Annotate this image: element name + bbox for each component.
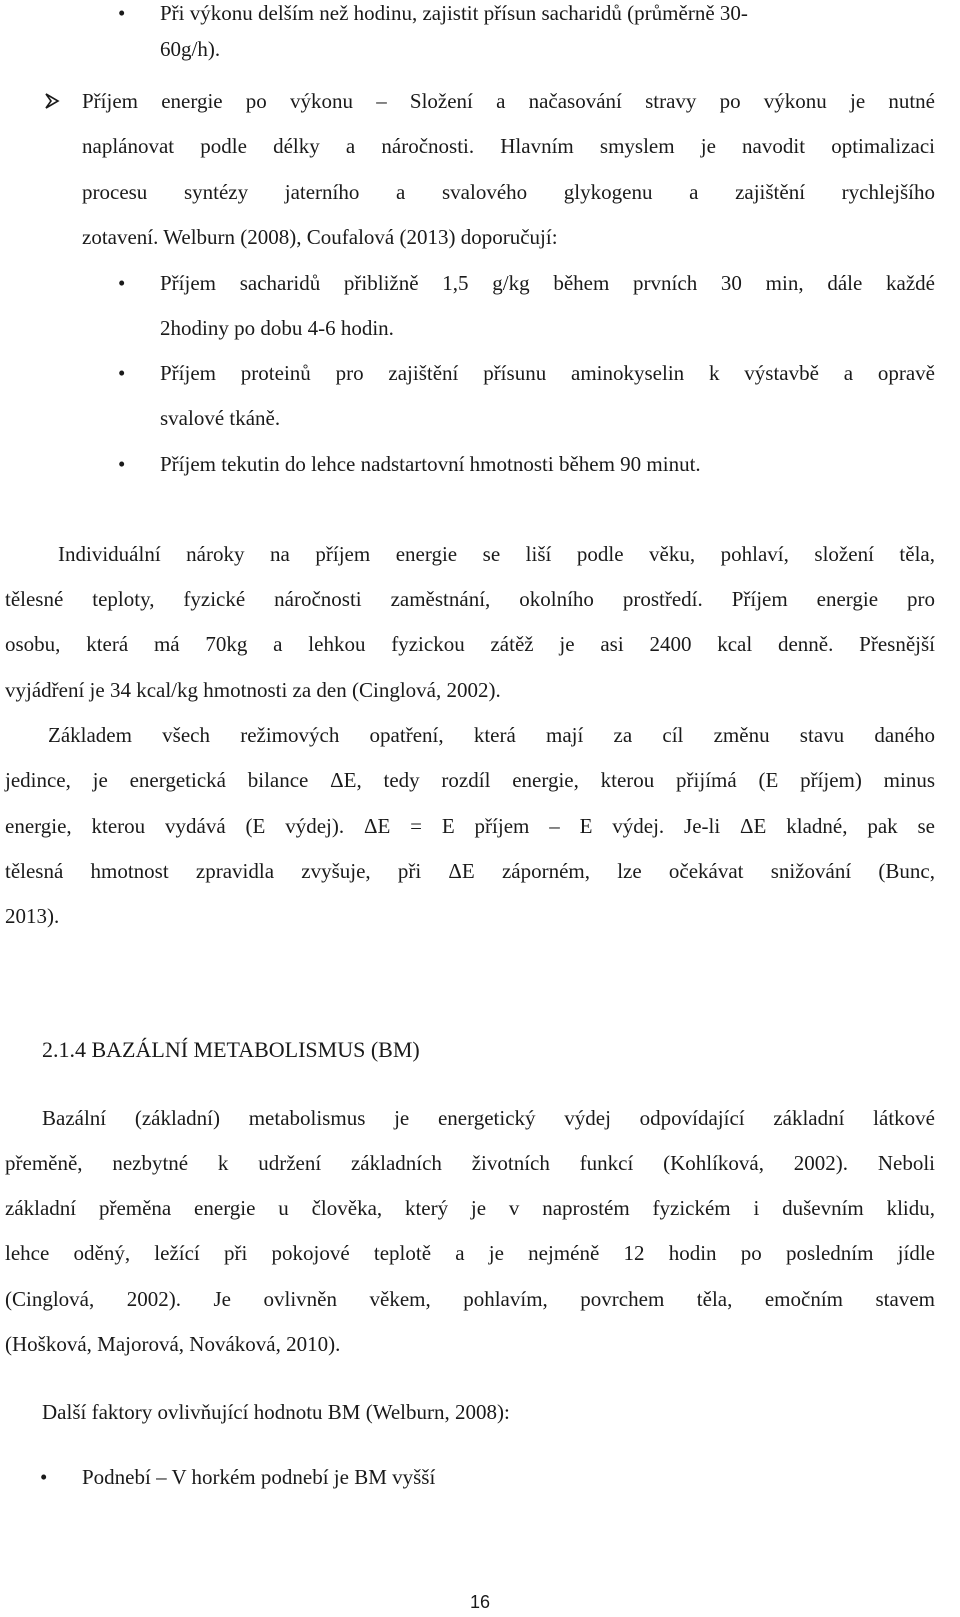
bullet-dot: •: [118, 1, 126, 25]
arrow-item-line-1: Příjem energie po výkonu – Složení a načasování stravy po výkonu je nutné: [82, 89, 935, 113]
arrow-item-line-4: zotavení. Welburn (2008), Coufalová (2013) doporučují:: [82, 225, 558, 249]
section-heading: 2.1.4 BAZÁLNÍ METABOLISMUS (BM): [42, 1037, 420, 1062]
para3-line-5: (Cinglová, 2002). Je ovlivněn věkem, pohlavím, povrchem těla, emočním stavem: [5, 1287, 935, 1311]
factors-intro: Další faktory ovlivňující hodnotu BM (Welburn, 2008):: [42, 1400, 510, 1424]
para1-line-1: Individuální nároky na příjem energie se liší podle věku, pohlaví, složení těla,: [58, 542, 935, 566]
bullet-dot: •: [118, 452, 126, 476]
arrow-item-line-3: procesu syntézy jaterního a svalového glykogenu a zajištění rychlejšího: [82, 180, 935, 204]
list-b-item-1-line-2: 2hodiny po dobu 4-6 hodin.: [160, 316, 394, 340]
list-a-line-1: Při výkonu delším než hodinu, zajistit přísun sacharidů (průměrně 30-: [160, 1, 748, 25]
para2-line-2: jedince, je energetická bilance ΔE, tedy rozdíl energie, kterou přijímá (E příjem) minus: [5, 768, 935, 792]
para1-line-2: tělesné teploty, fyzické náročnosti zaměstnání, okolního prostředí. Příjem energie pro: [5, 587, 935, 611]
para2-line-4: tělesná hmotnost zpravidla zvyšuje, při ΔE záporném, lze očekávat snižování (Bunc,: [5, 859, 935, 883]
arrow-bullet-icon: [42, 86, 62, 116]
list-b-item-2-line-2: svalové tkáně.: [160, 406, 281, 430]
list-b-item-1-line-1: Příjem sacharidů přibližně 1,5 g/kg během prvních 30 min, dále každé: [160, 271, 935, 295]
para2-line-5: 2013).: [5, 904, 60, 928]
para3-line-3: základní přeměna energie u člověka, který je v naprostém fyzickém i duševním klidu,: [5, 1196, 935, 1220]
para1-line-3: osobu, která má 70kg a lehkou fyzickou zátěž je asi 2400 kcal denně. Přesnější: [5, 632, 935, 656]
list-b-item-3-line-1: Příjem tekutin do lehce nadstartovní hmotnosti během 90 minut.: [160, 452, 701, 476]
para2-line-1: Základem všech režimových opatření, která mají za cíl změnu stavu daného: [48, 723, 935, 747]
bullet-dot: •: [40, 1465, 48, 1489]
list-a-line-2: 60g/h).: [160, 37, 221, 61]
para3-line-2: přeměně, nezbytné k udržení základních životních funkcí (Kohlíková, 2002). Neboli: [5, 1151, 935, 1175]
para2-line-3: energie, kterou vydává (E výdej). ΔE = E příjem – E výdej. Je-li ΔE kladné, pak se: [5, 814, 935, 838]
factors-item-1: Podnebí – V horkém podnebí je BM vyšší: [82, 1465, 436, 1489]
para3-line-6: (Hošková, Majorová, Nováková, 2010).: [5, 1332, 341, 1356]
bullet-dot: •: [118, 271, 126, 295]
para3-line-1: Bazální (základní) metabolismus je energetický výdej odpovídající základní látkové: [42, 1106, 935, 1130]
page-number: 16: [469, 1592, 491, 1612]
para3-line-4: lehce oděný, ležící při pokojové teplotě a je nejméně 12 hodin po posledním jídle: [5, 1241, 935, 1265]
list-b-item-2-line-1: Příjem proteinů pro zajištění přísunu aminokyselin k výstavbě a opravě: [160, 361, 935, 385]
arrow-item-line-2: naplánovat podle délky a náročnosti. Hlavním smyslem je navodit optimalizaci: [82, 134, 935, 158]
bullet-dot: •: [118, 361, 126, 385]
para1-line-4: vyjádření je 34 kcal/kg hmotnosti za den (Cinglová, 2002).: [5, 678, 501, 702]
